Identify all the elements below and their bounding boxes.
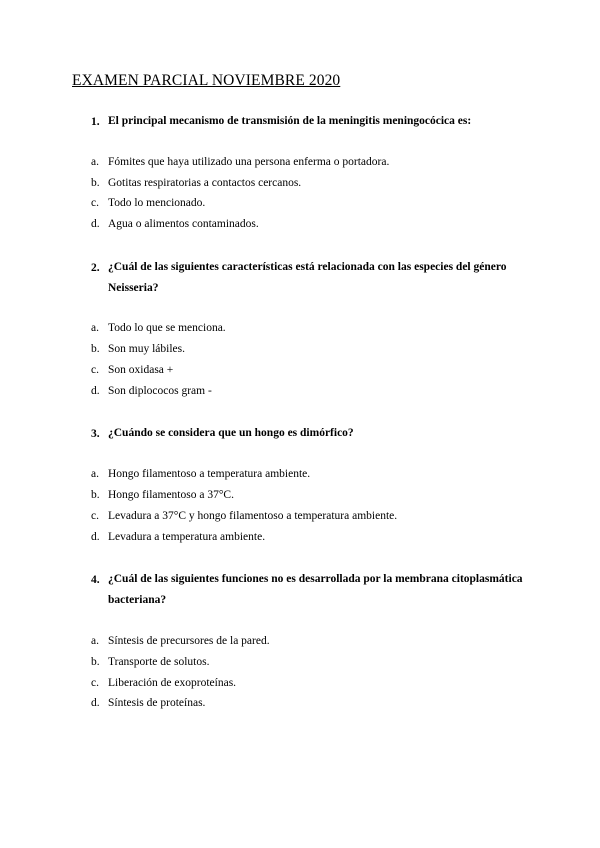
option-item (91, 468, 310, 480)
option-item (91, 197, 205, 209)
option-letter: b. (91, 343, 100, 355)
question-number: 2. (91, 262, 100, 274)
option-text: Todo lo que se menciona. (108, 322, 226, 334)
option-letter: b. (91, 656, 100, 668)
option-item (91, 656, 209, 668)
option-item (91, 322, 226, 334)
option-text: Son muy lábiles. (108, 343, 185, 355)
option-text: Son oxidasa + (108, 364, 174, 376)
option-item (91, 697, 205, 709)
option-text: Transporte de solutos. (108, 656, 210, 668)
option-item (91, 635, 270, 647)
option-text: Fómites que haya utilizado una persona enferma o portadora. (108, 156, 390, 168)
question-text: El principal mecanismo de transmisión de la meningitis meningocócica es: (108, 115, 472, 127)
option-text: Levadura a temperatura ambiente. (108, 531, 266, 543)
option-text: Hongo filamentoso a 37°C. (108, 489, 234, 501)
option-item (91, 510, 397, 522)
question-number: 3. (91, 428, 100, 440)
option-letter: a. (91, 322, 99, 334)
option-letter: c. (91, 677, 99, 689)
option-letter: d. (91, 218, 100, 230)
option-letter: d. (91, 697, 100, 709)
option-letter: b. (91, 177, 100, 189)
option-letter: a. (91, 468, 99, 480)
question-number: 4. (91, 574, 100, 586)
option-text: Agua o alimentos contaminados. (108, 218, 259, 230)
option-text: Síntesis de proteínas. (108, 697, 206, 709)
page-title: EXAMEN PARCIAL NOVIEMBRE 2020 (72, 72, 341, 89)
option-letter: c. (91, 364, 99, 376)
option-item (91, 489, 234, 501)
option-letter: c. (91, 197, 99, 209)
option-text: Todo lo mencionado. (108, 197, 206, 209)
option-letter: d. (91, 385, 100, 397)
option-letter: c. (91, 510, 99, 522)
option-item (91, 677, 236, 689)
option-text: Son diplococos gram - (108, 385, 212, 397)
option-item (91, 156, 389, 168)
option-item (91, 343, 185, 355)
option-letter: b. (91, 489, 100, 501)
option-letter: a. (91, 156, 99, 168)
option-text: Hongo filamentoso a temperatura ambiente. (108, 468, 311, 480)
option-item (91, 385, 212, 397)
question-text: ¿Cuándo se considera que un hongo es dimórfico? (108, 427, 354, 439)
option-text: Levadura a 37°C y hongo filamentoso a temperatura ambiente. (108, 510, 398, 522)
question-text: ¿Cuál de las siguientes características está relacionada con las especies del género Neisseria? (108, 261, 507, 294)
option-item (91, 531, 265, 543)
question-text: ¿Cuál de las siguientes funciones no es desarrollada por la membrana citoplasmática bacteriana? (108, 573, 523, 606)
option-text: Gotitas respiratorias a contactos cercanos. (108, 177, 302, 189)
option-item (91, 177, 301, 189)
option-letter: d. (91, 531, 100, 543)
option-text: Liberación de exoproteínas. (108, 677, 237, 689)
option-item (91, 218, 259, 230)
option-letter: a. (91, 635, 99, 647)
option-item (91, 364, 173, 376)
question-number: 1. (91, 116, 100, 128)
option-text: Síntesis de precursores de la pared. (108, 635, 270, 647)
